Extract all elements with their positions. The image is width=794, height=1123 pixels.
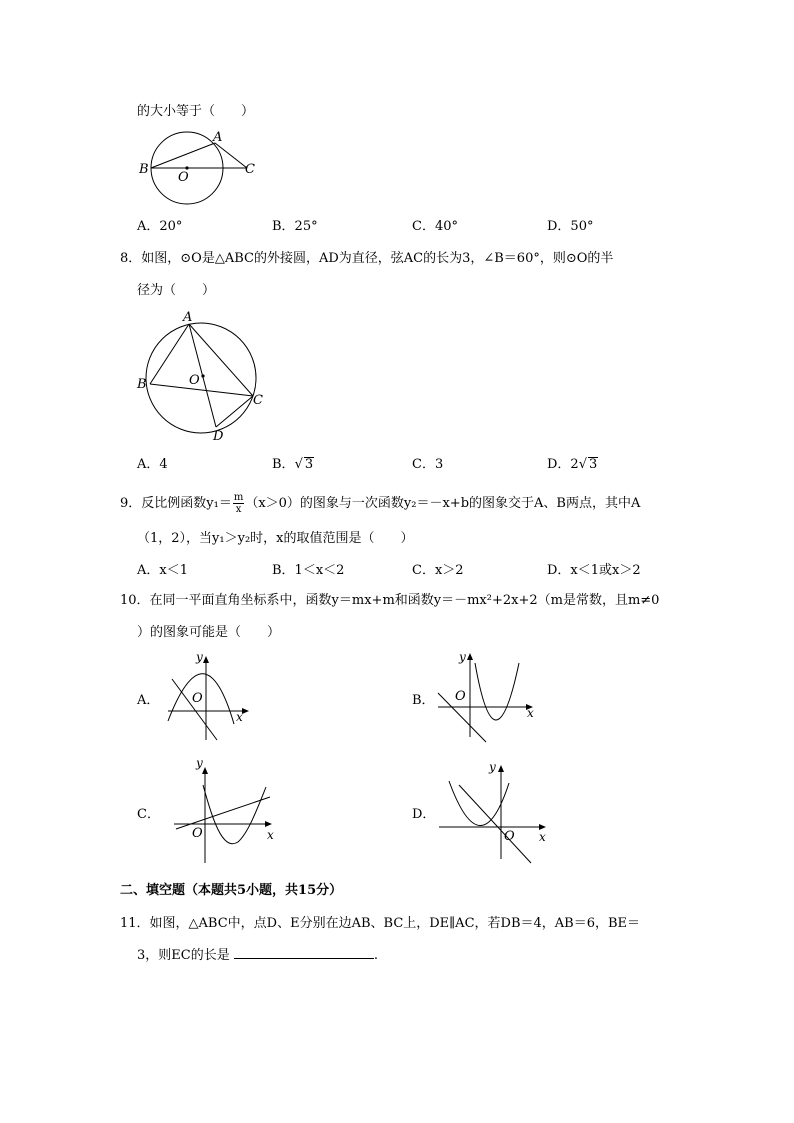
q7-figure bbox=[135, 128, 265, 210]
q10d-line bbox=[459, 785, 531, 863]
q11-stem-pre: 3，则EC的长是 bbox=[137, 948, 230, 963]
q8-option-b bbox=[272, 456, 314, 474]
q10d-label-x: x bbox=[539, 830, 546, 844]
q7-line-ba bbox=[151, 143, 215, 168]
q9-fraction bbox=[233, 492, 244, 515]
q7-label-a: A bbox=[213, 130, 223, 145]
q9-option-a: A．x＜1 bbox=[137, 563, 188, 578]
q8-circle bbox=[146, 323, 256, 433]
q10a-x-arrow bbox=[242, 708, 249, 714]
q10a-label-x: x bbox=[236, 710, 243, 724]
q8-line-bc bbox=[150, 384, 253, 396]
q10d-y-arrow bbox=[498, 765, 504, 772]
q10-graph-d bbox=[435, 757, 560, 867]
q9-stem-line2: （1，2），当y₁＞y₂时，x的取值范围是（ ） bbox=[137, 531, 414, 546]
q7-label-o: O bbox=[178, 170, 189, 185]
q10-graph-b bbox=[432, 645, 542, 745]
q10-option-c-label: C． bbox=[137, 807, 160, 822]
q8-option-b-radicand: 3 bbox=[304, 457, 314, 472]
q10b-label-o: O bbox=[455, 689, 466, 704]
q10-graph-a bbox=[160, 645, 255, 745]
q10c-label-x: x bbox=[267, 828, 274, 842]
q10b-parabola bbox=[475, 663, 519, 720]
q9-frac-num: m bbox=[233, 492, 244, 503]
q8-option-d-radicand: 3 bbox=[589, 457, 598, 472]
q10c-y-arrow bbox=[202, 767, 208, 774]
q7-option-d: D．50° bbox=[547, 219, 594, 234]
q9-stem-line1 bbox=[120, 492, 640, 515]
q9-stem-post: （x＞0）的图象与一次函数y₂＝－x+b的图象交于A、B两点，其中A bbox=[245, 496, 641, 511]
q7-option-a: A．20° bbox=[137, 219, 183, 234]
q10c-label-o: O bbox=[192, 826, 203, 841]
q10b-y-arrow bbox=[467, 653, 473, 660]
q10a-line bbox=[172, 679, 217, 740]
q10c-label-y: y bbox=[196, 757, 203, 770]
q10-stem-line1: 10．在同一平面直角坐标系中，函数y＝mx+m和函数y＝－mx²+2x+2（m是常数，且m≠0 bbox=[120, 593, 660, 608]
q8-stem-line1: 8．如图，⊙O是△ABC的外接圆，AD为直径，弦AC的长为3，∠B＝60°，则⊙O的半 bbox=[120, 251, 614, 266]
q8-label-c: C bbox=[253, 393, 263, 408]
q8-figure bbox=[135, 308, 270, 448]
q10-stem-line2: ）的图象可能是（ ） bbox=[137, 625, 281, 640]
q10-option-b-label: B． bbox=[412, 693, 435, 708]
q9-option-c: C．x＞2 bbox=[412, 563, 464, 578]
q11-answer-blank[interactable] bbox=[234, 946, 374, 959]
q11-stem-post: . bbox=[373, 948, 378, 963]
sqrt-icon: √ bbox=[578, 457, 587, 472]
q8-option-c: C．3 bbox=[412, 457, 444, 472]
section-heading: 二、填空题（本题共5小题，共15分） bbox=[120, 883, 343, 898]
q8-label-d: D bbox=[213, 429, 224, 444]
q7-option-b: B．25° bbox=[272, 219, 318, 234]
q10-graph-c bbox=[160, 757, 285, 867]
q8-option-a: A．4 bbox=[137, 457, 168, 472]
q7-label-c: C bbox=[245, 162, 255, 177]
q7-line-ac bbox=[215, 143, 247, 168]
q8-option-d bbox=[547, 456, 598, 474]
q8-line-cd bbox=[216, 396, 253, 427]
q8-label-o: O bbox=[189, 373, 200, 388]
q10d-label-y: y bbox=[489, 760, 496, 774]
q7-option-c: C．40° bbox=[412, 219, 458, 234]
q8-label-a: A bbox=[183, 310, 193, 325]
q10a-label-o: O bbox=[192, 691, 203, 706]
q10-option-a-label: A． bbox=[137, 693, 160, 708]
q7-stem-tail: 的大小等于（ ） bbox=[137, 104, 255, 119]
q10c-x-arrow bbox=[265, 821, 272, 827]
sqrt-icon: √ bbox=[294, 457, 303, 472]
q9-stem-pre: 9．反比例函数y₁＝ bbox=[120, 496, 232, 511]
q10a-y-arrow bbox=[203, 656, 209, 663]
q9-option-b: B．1＜x＜2 bbox=[272, 563, 345, 578]
q9-frac-den: x bbox=[235, 504, 242, 515]
q8-option-b-prefix: B． bbox=[272, 457, 295, 472]
q10-option-d-label: D． bbox=[412, 807, 436, 822]
q11-stem-line2 bbox=[137, 946, 378, 965]
q8-label-b: B bbox=[137, 377, 147, 392]
q7-label-b: B bbox=[139, 162, 149, 177]
q10a-label-y: y bbox=[196, 650, 203, 664]
q10b-label-x: x bbox=[527, 706, 534, 720]
q8-option-d-prefix: D．2 bbox=[547, 457, 579, 472]
q8-stem-line2: 径为（ ） bbox=[137, 283, 216, 298]
q10c-parabola bbox=[203, 785, 266, 844]
q10b-label-y: y bbox=[459, 650, 466, 664]
q10d-label-o: O bbox=[504, 829, 515, 844]
q8-center-dot bbox=[201, 374, 204, 377]
q11-stem-line1: 11．如图，△ABC中，点D、E分别在边AB、BC上，DE∥AC，若DB＝4，AB＝6，BE＝ bbox=[120, 916, 641, 931]
q9-option-d: D．x＜1或x＞2 bbox=[547, 563, 641, 578]
q10d-parabola bbox=[449, 781, 509, 826]
